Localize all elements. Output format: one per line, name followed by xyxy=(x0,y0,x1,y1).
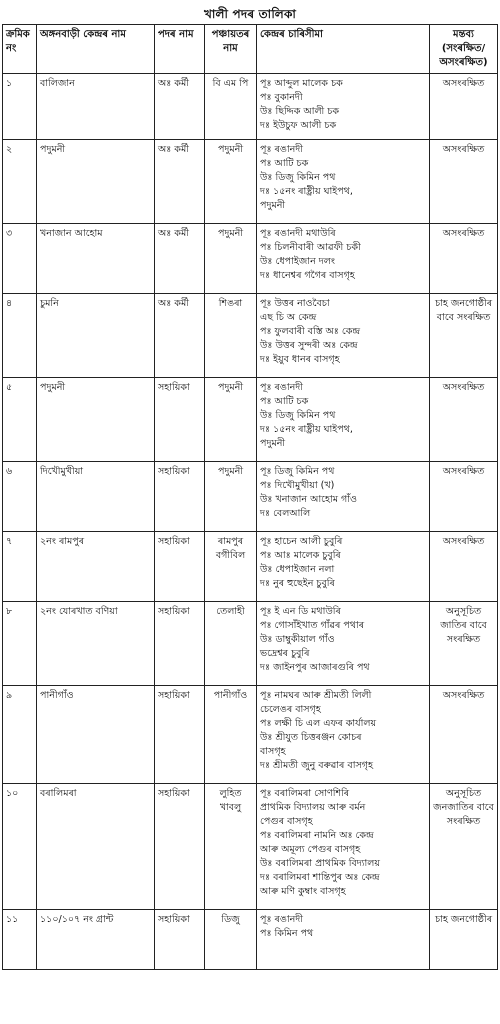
table-body xyxy=(3,74,498,970)
boundary-line: পঃ বুকানদী xyxy=(260,92,303,103)
cell-remarks: অসংৰক্ষিত xyxy=(430,74,498,140)
boundary-line: দঃ বেলআলি xyxy=(260,508,311,519)
cell-centre-name: চুমনি xyxy=(37,294,155,378)
table-row xyxy=(3,140,498,224)
cell-panchayat: বি এম পি xyxy=(205,74,257,140)
boundary-line: পদুমনী xyxy=(260,200,286,211)
table-row xyxy=(3,378,498,462)
cell-centre-name: বালিজান xyxy=(37,74,155,140)
header-boundary: কেন্দ্ৰৰ চাৰিসীমা xyxy=(257,25,430,74)
cell-serial: ৭ xyxy=(3,532,37,602)
table-row xyxy=(3,224,498,294)
cell-boundary xyxy=(257,74,430,140)
boundary-line: দঃ ইয়ুব ধানৰ বাসগৃহ xyxy=(260,354,340,365)
boundary-line: পঃ লক্ষী চি এল এফৰ কাৰ্যালয় xyxy=(260,718,377,729)
cell-centre-name: বৰালিমৰা xyxy=(37,784,155,910)
boundary-line: উঃ ধেপাইজান নলা xyxy=(260,564,335,575)
boundary-line: পূঃ ৰঙানদী xyxy=(260,382,303,393)
boundary-line: পূঃ ই এন ডি মথাউৰি xyxy=(260,606,341,617)
header-post-name: পদৰ নাম xyxy=(155,25,205,74)
boundary-line: উঃ ছিদ্দিক আলী চক xyxy=(260,106,340,117)
boundary-line: পঃ দিখৌমুখীয়া (খ) xyxy=(260,480,335,491)
cell-boundary xyxy=(257,602,430,686)
table-row xyxy=(3,784,498,910)
cell-post-name: অঃ কৰ্মী xyxy=(155,224,205,294)
boundary-line: দঃ ১৫নং ৰাষ্ট্ৰীয় ঘাইপথ, xyxy=(260,186,353,197)
boundary-line: পূঃ হাচেন আলী চুবুৰি xyxy=(260,536,343,547)
cell-remarks: অসংৰক্ষিত xyxy=(430,224,498,294)
cell-remarks: চাহ জনগোষ্ঠীৰ বাবে সংৰক্ষিত xyxy=(430,294,498,378)
boundary-line: দঃ জাইনপুৰ আজাৰগুৰি পথ xyxy=(260,662,370,673)
cell-serial: ৯ xyxy=(3,686,37,784)
table-row xyxy=(3,602,498,686)
boundary-line: উঃ শ্ৰীযুত চিত্তৰঞ্জন কোচৰ xyxy=(260,732,362,743)
boundary-line: উঃ ডিজু কিমিন পথ xyxy=(260,172,336,183)
boundary-line: পদুমনী xyxy=(260,438,286,449)
boundary-line: পঃ আটি চক xyxy=(260,158,309,169)
cell-boundary xyxy=(257,784,430,910)
cell-remarks: অসংৰক্ষিত xyxy=(430,532,498,602)
header-serial: ক্ৰমিক নং xyxy=(3,25,37,74)
boundary-line: দঃ ১৫নং ৰাষ্ট্ৰীয় ঘাইপথ, xyxy=(260,424,353,435)
cell-boundary xyxy=(257,462,430,532)
boundary-line: এছ চি অ কেন্দ্ৰ xyxy=(260,312,317,323)
boundary-line: বাসগৃহ xyxy=(260,746,286,757)
table-row xyxy=(3,686,498,784)
cell-remarks: অনুসূচিত জনজাতিৰ বাবে সংৰক্ষিত xyxy=(430,784,498,910)
cell-remarks: অসংৰক্ষিত xyxy=(430,462,498,532)
boundary-line: উঃ ডিজু কিমিন পথ xyxy=(260,410,336,421)
cell-serial: ১১ xyxy=(3,910,37,970)
boundary-line: পঃ কিমিন পথ xyxy=(260,928,314,939)
boundary-line: পূঃ বৰালিমৰা সোণশিৰি xyxy=(260,788,350,799)
boundary-line: আৰু মণি কুম্বাং বাসগৃহ xyxy=(260,886,346,897)
boundary-line: উঃ বৰালিমৰা প্ৰাথমিক বিদ্যালয় xyxy=(260,858,380,869)
cell-serial: ৩ xyxy=(3,224,37,294)
boundary-line: পূঃ ডিজু কিমিন পথ xyxy=(260,466,335,477)
boundary-line: দঃ শ্ৰীমতী জুনু বৰুৱাৰ বাসগৃহ xyxy=(260,760,373,771)
boundary-line: পঃ চিলনীবাৰী আৱফী চকী xyxy=(260,242,361,253)
boundary-line: ভদ্ৰেশ্বৰ চুবুৰি xyxy=(260,648,310,659)
cell-boundary xyxy=(257,532,430,602)
boundary-line: দঃ ইউচুফ আলী চক xyxy=(260,120,337,131)
cell-boundary xyxy=(257,378,430,462)
cell-centre-name: পদুমনী xyxy=(37,378,155,462)
cell-post-name: অঃ কৰ্মী xyxy=(155,294,205,378)
boundary-line: পঃ বৰালিমৰা নামনি অঃ কেন্দ্ৰ xyxy=(260,830,374,841)
cell-centre-name: ১১০/১০৭ নং গ্ৰান্ট xyxy=(37,910,155,970)
cell-serial: ৪ xyxy=(3,294,37,378)
cell-centre-name: খনাজান আহোম xyxy=(37,224,155,294)
boundary-line: পূঃ আব্দুল মালেক চক xyxy=(260,78,343,89)
boundary-line: পঃ গোসাঁইখাত গাঁৱৰ পথাৰ xyxy=(260,620,365,631)
vacancy-table xyxy=(2,24,498,970)
boundary-line: উঃ উত্তৰ সুন্দৰী অঃ কেন্দ্ৰ xyxy=(260,340,358,351)
cell-remarks: অসংৰক্ষিত xyxy=(430,378,498,462)
cell-centre-name: দিখৌমুখীয়া xyxy=(37,462,155,532)
cell-centre-name: পানীগাঁও xyxy=(37,686,155,784)
cell-post-name: সহায়িকা xyxy=(155,602,205,686)
cell-post-name: সহায়িকা xyxy=(155,378,205,462)
table-row xyxy=(3,532,498,602)
cell-serial: ১০ xyxy=(3,784,37,910)
cell-boundary xyxy=(257,910,430,970)
boundary-line: দঃ নুৰ হুছেইন চুবুৰি xyxy=(260,578,335,589)
header-centre-name: অঙ্গনবাড়ী কেন্দ্ৰৰ নাম xyxy=(37,25,155,74)
cell-panchayat: লুহিত খাবলু xyxy=(205,784,257,910)
cell-panchayat: পানীগাঁও xyxy=(205,686,257,784)
table-row xyxy=(3,462,498,532)
boundary-line: দঃ বৰালিমৰা শান্তিপুৰ অঃ কেন্দ্ৰ xyxy=(260,872,380,883)
cell-post-name: সহায়িকা xyxy=(155,462,205,532)
cell-post-name: সহায়িকা xyxy=(155,910,205,970)
cell-post-name: সহায়িকা xyxy=(155,686,205,784)
boundary-line: উঃ ধেপাইজান দলং xyxy=(260,256,335,267)
cell-post-name: অঃ কৰ্মী xyxy=(155,74,205,140)
cell-centre-name: পদুমনী xyxy=(37,140,155,224)
cell-panchayat: পদুমনী xyxy=(205,224,257,294)
boundary-line: পূঃ ৰঙানদী মথাউৰি xyxy=(260,228,336,239)
table-header-row xyxy=(3,25,498,74)
cell-panchayat: পদুমনী xyxy=(205,462,257,532)
cell-remarks: অসংৰক্ষিত xyxy=(430,140,498,224)
table-row xyxy=(3,74,498,140)
table-row xyxy=(3,910,498,970)
boundary-line: প্ৰাথমিক বিদ্যালয় আৰু বৰ্মন xyxy=(260,802,366,813)
boundary-line: পঃ ফুলবাৰী বস্তি অঃ কেন্দ্ৰ xyxy=(260,326,361,337)
table-row xyxy=(3,294,498,378)
cell-boundary xyxy=(257,224,430,294)
cell-remarks: অনুসূচিত জাতিৰ বাবে সংৰক্ষিত xyxy=(430,602,498,686)
cell-boundary xyxy=(257,686,430,784)
cell-centre-name: ২নং ৰামপুৰ xyxy=(37,532,155,602)
cell-serial: ৬ xyxy=(3,462,37,532)
header-panchayat-name: পঞ্চায়তৰ নাম xyxy=(205,25,257,74)
boundary-line: আৰু অমূল্য পেগুৰ বাসগৃহ xyxy=(260,844,361,855)
cell-post-name: সহায়িকা xyxy=(155,532,205,602)
boundary-line: পূঃ ৰঙানদী xyxy=(260,144,303,155)
cell-serial: ১ xyxy=(3,74,37,140)
page-title: খালী পদৰ তালিকা xyxy=(203,7,297,21)
cell-post-name: সহায়িকা xyxy=(155,784,205,910)
boundary-line: পূঃ উত্তৰ নাওবৈচা xyxy=(260,298,330,309)
cell-remarks: অসংৰক্ষিত xyxy=(430,686,498,784)
cell-boundary xyxy=(257,140,430,224)
cell-serial: ২ xyxy=(3,140,37,224)
boundary-line: পূঃ নামঘৰ আৰু শ্ৰীমতী লিলী xyxy=(260,690,372,701)
boundary-line: উঃ খনাজান আহোম গাঁও xyxy=(260,494,358,505)
cell-serial: ৫ xyxy=(3,378,37,462)
cell-panchayat: শিঙৰা xyxy=(205,294,257,378)
cell-panchayat: পদুমনী xyxy=(205,378,257,462)
boundary-line: পেগুৰ বাসগৃহ xyxy=(260,816,313,827)
boundary-line: পঃ আঃ মালেক চুবুৰি xyxy=(260,550,341,561)
boundary-line: পূঃ ৰঙানদী xyxy=(260,914,303,925)
cell-panchayat: তেলাহী xyxy=(205,602,257,686)
cell-serial: ৮ xyxy=(3,602,37,686)
cell-panchayat: ৰামপুৰ বগীবিল xyxy=(205,532,257,602)
cell-post-name: অঃ কৰ্মী xyxy=(155,140,205,224)
cell-centre-name: ২নং যোৰখাত বণিয়া xyxy=(37,602,155,686)
boundary-line: চেলেঙৰ বাসগৃহ xyxy=(260,704,321,715)
cell-boundary xyxy=(257,294,430,378)
boundary-line: দঃ ধানেশ্বৰ গগৈৰ বাসগৃহ xyxy=(260,270,355,281)
header-remarks: মন্তব্য (সংৰক্ষিত/ অসংৰক্ষিত) xyxy=(430,25,498,74)
cell-remarks: চাহ জনগোষ্ঠীৰ xyxy=(430,910,498,970)
cell-panchayat: পদুমনী xyxy=(205,140,257,224)
cell-panchayat: ডিজু xyxy=(205,910,257,970)
boundary-line: উঃ ডাম্বুকীয়াল গাঁও xyxy=(260,634,335,645)
boundary-line: পঃ আটি চক xyxy=(260,396,309,407)
